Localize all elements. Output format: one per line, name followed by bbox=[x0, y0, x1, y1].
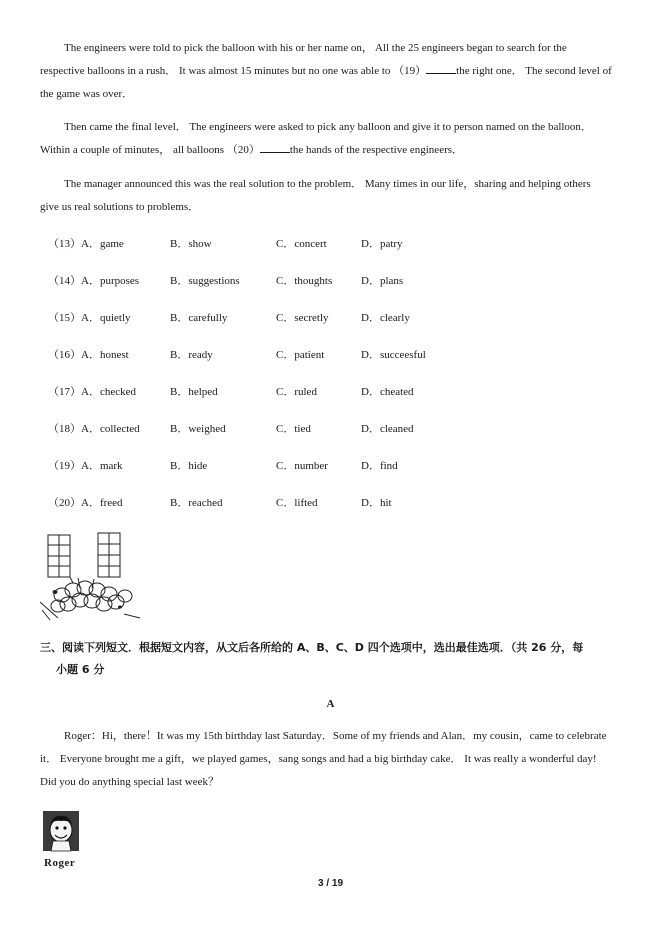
option-a: （15）A．quietly bbox=[48, 312, 131, 324]
option-b: B．suggestions bbox=[170, 275, 240, 287]
option-b: B．ready bbox=[170, 349, 213, 361]
roger-portrait bbox=[42, 810, 80, 852]
option-b: B．hide bbox=[170, 460, 208, 472]
option-c: C．thoughts bbox=[276, 275, 333, 287]
option-d: D．cheated bbox=[361, 386, 414, 398]
passage-paragraph-1 bbox=[40, 37, 612, 106]
option-b: B．carefully bbox=[170, 312, 228, 324]
roger-paragraph bbox=[40, 725, 612, 794]
paragraph-2-text-after: the hands of the respective engineers． bbox=[289, 144, 464, 156]
option-b: B．reached bbox=[170, 497, 223, 509]
option-a: （20）A．freed bbox=[48, 497, 123, 509]
option-c: C．ruled bbox=[276, 386, 317, 398]
option-b: B．weighed bbox=[170, 423, 226, 435]
option-a: （18）A．collected bbox=[48, 423, 140, 435]
page-number: 3 / 19 bbox=[317, 878, 344, 889]
answer-blank-20 bbox=[260, 142, 290, 153]
option-c: C．secretly bbox=[276, 312, 329, 324]
paragraph-2-text-before: Then came the final level． The engineers were asked to pick any balloon and give it to person named on the balloon． Within a couple of minutes， all balloons （20） bbox=[40, 121, 592, 156]
paragraph-3-text: The manager announced this was the real solution to the problem． Many times in our life，sharing and helping others give us real solutions to problems． bbox=[40, 178, 591, 213]
option-c: C．number bbox=[276, 460, 328, 472]
option-c: C．patient bbox=[276, 349, 325, 361]
passage-paragraph-3 bbox=[40, 173, 612, 219]
roger-caption: Roger bbox=[44, 857, 76, 869]
option-a: （13）A．game bbox=[48, 238, 124, 250]
section-3-instructions bbox=[40, 637, 620, 681]
section-3-line-2: 小题 6 分 bbox=[56, 663, 105, 676]
option-c: C．lifted bbox=[276, 497, 318, 509]
option-a: （17）A．checked bbox=[48, 386, 136, 398]
option-d: D．clearly bbox=[361, 312, 410, 324]
option-c: C．concert bbox=[276, 238, 327, 250]
option-a: （19）A．mark bbox=[48, 460, 123, 472]
option-c: C．tied bbox=[276, 423, 311, 435]
option-d: D．succeesful bbox=[361, 349, 426, 361]
balloon-room-illustration bbox=[40, 530, 142, 622]
section-3-line-1: 三、阅读下列短文．根据短文内容，从文后各所给的 A、B、C、D 四个选项中，选出最佳选项．（共 26 分，每 bbox=[40, 641, 584, 654]
option-d: D．plans bbox=[361, 275, 404, 287]
option-a: （14）A．purposes bbox=[48, 275, 140, 287]
option-b: B．helped bbox=[170, 386, 218, 398]
answer-blank-19 bbox=[426, 63, 456, 74]
option-a: （16）A．honest bbox=[48, 349, 129, 361]
passage-paragraph-2 bbox=[40, 116, 612, 162]
paragraph-1-text-after: the right one． The second level of the game was over． bbox=[40, 65, 612, 100]
option-b: B．show bbox=[170, 238, 212, 250]
part-a-heading: A bbox=[326, 698, 335, 710]
option-d: D．patry bbox=[361, 238, 403, 250]
paragraph-1-text-before: The engineers were told to pick the balloon with his or her name on， All the 25 engineers began to search for the respective balloons in a rush． It was almost 15 minutes but no one was able to （19） bbox=[40, 42, 567, 77]
roger-text: Roger：Hi，there！It was my 15th birthday last Saturday．Some of my friends and Alan．my cousin，came to celebrate it． Everyone brought me a gift，we played games，sang songs and had a big birthday cake． It was really a wonderful day! Did you do anything special last week？ bbox=[40, 730, 607, 788]
option-d: D．hit bbox=[361, 497, 392, 509]
option-d: D．cleaned bbox=[361, 423, 414, 435]
option-d: D．find bbox=[361, 460, 398, 472]
